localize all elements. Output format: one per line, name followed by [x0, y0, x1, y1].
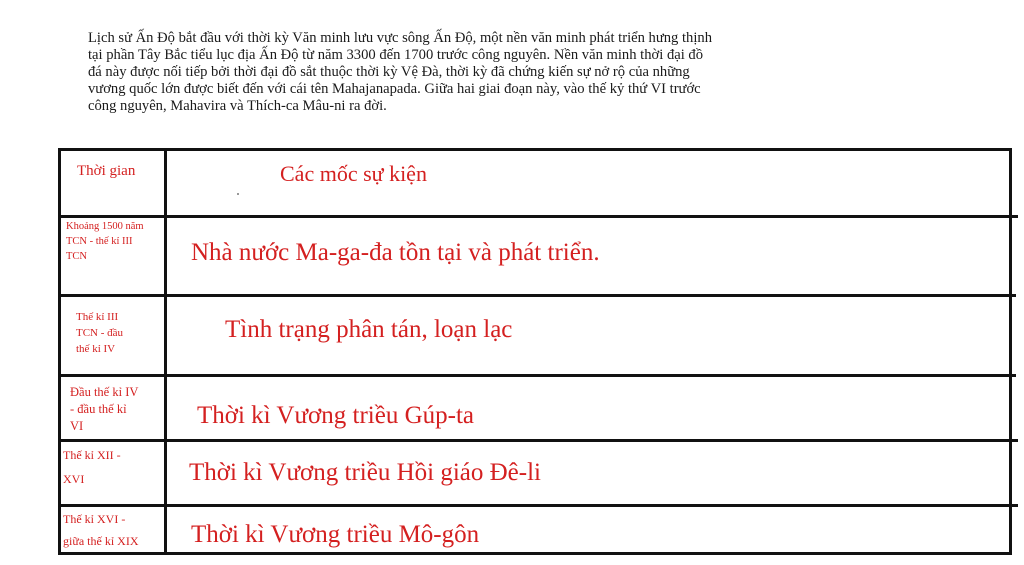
- stray-dot: [237, 193, 239, 195]
- row-event: Tình trạng phân tán, loạn lạc: [225, 316, 513, 343]
- table-border-left: [58, 148, 61, 555]
- row-event: Thời kì Vương triều Mô-gôn: [191, 521, 480, 548]
- row-time: Thế kỉ XVI - giữa thế kỉ XIX: [63, 512, 139, 548]
- row-event: Thời kì Vương triều Hồi giáo Đê-li: [189, 459, 541, 486]
- row-time: Thế kỉ III TCN - đầu thế kỉ IV: [76, 311, 124, 355]
- row-time: Đầu thế kỉ IV - đầu thế kỉ VI: [70, 385, 139, 433]
- table-rule-bottom: [58, 552, 1012, 555]
- table-column-divider: [164, 148, 167, 555]
- row-event: Nhà nước Ma-ga-đa tồn tại và phát triển.: [191, 239, 600, 266]
- table-rule: [58, 294, 1016, 297]
- table-rule: [58, 374, 1016, 377]
- table-rule: [58, 215, 1018, 218]
- intro-line: vương quốc lớn được biết đến với cái tên Mahajanapada. Giữa hai giai đoạn này, vào thế kỷ thứ VI trước: [88, 81, 701, 97]
- table-border-right: [1009, 148, 1012, 555]
- intro-line: đá này được nối tiếp bởi thời đại đồ sắt thuộc thời kỳ Vệ Đà, thời kỳ đã chứng kiến sự nở rộ của những: [88, 64, 690, 80]
- row-time: Khoảng 1500 năm TCN - thế kỉ III TCN: [66, 221, 144, 262]
- table-rule-top: [58, 148, 1012, 151]
- header-events: Các mốc sự kiện: [280, 161, 427, 186]
- intro-line: Lịch sử Ấn Độ bắt đầu với thời kỳ Văn minh lưu vực sông Ấn Độ, một nền văn minh phát triển hưng thịnh: [88, 30, 713, 46]
- row-time: Thế kỉ XII - XVI: [63, 448, 121, 486]
- header-time: Thời gian: [77, 163, 136, 179]
- intro-line: tại phần Tây Bắc tiểu lục địa Ấn Độ từ năm 3300 đến 1700 trước công nguyên. Nền văn minh thời đại đồ: [88, 47, 704, 63]
- row-event: Thời kì Vương triều Gúp-ta: [197, 402, 474, 429]
- table-rule: [58, 439, 1018, 442]
- intro-line: công nguyên, Mahavira và Thích-ca Mâu-ni ra đời.: [88, 98, 387, 114]
- table-rule: [58, 504, 1018, 507]
